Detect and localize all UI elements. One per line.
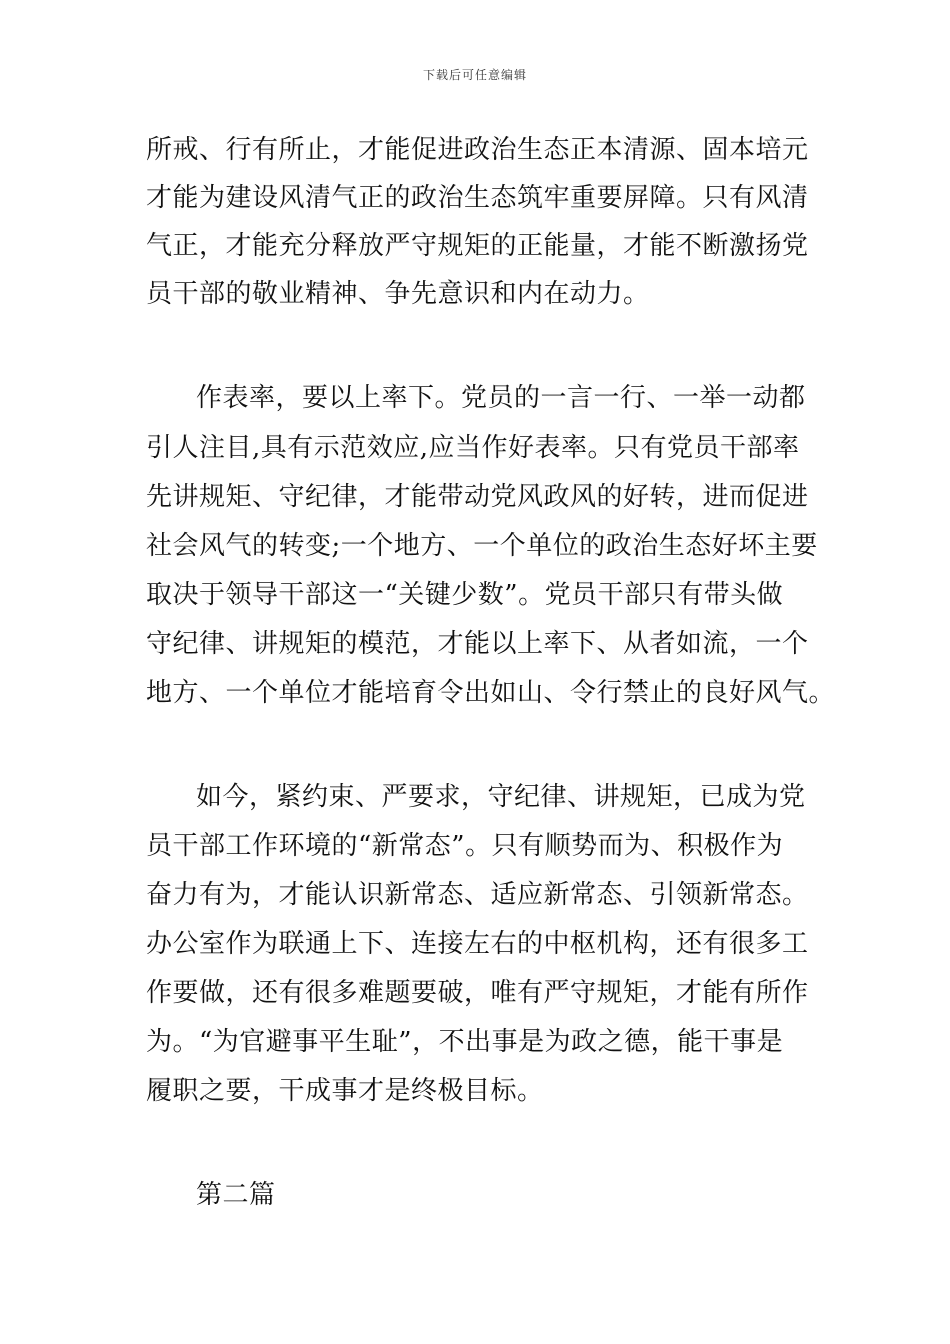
paragraph-3-line-2: 员干部工作环境的“新常态”。只有顺势而为、积极作为 (146, 831, 784, 861)
paragraph-1-line-1: 所戒、行有所止，才能促进政治生态正本清源、固本培元 (146, 135, 809, 165)
paragraph-2-line-4: 社会风气的转变;一个地方、一个单位的政治生态好坏主要 (146, 531, 818, 561)
paragraph-2-line-2: 引人注目,具有示范效应,应当作好表率。只有党员干部率 (146, 433, 800, 463)
paragraph-3-line-5: 作要做，还有很多难题要破，唯有严守规矩，才能有所作 (146, 978, 809, 1008)
paragraph-3-line-3: 奋力有为，才能认识新常态、适应新常态、引领新常态。 (146, 880, 809, 910)
paragraph-2-line-1: 作表率，要以上率下。党员的一言一行、一举一动都 (196, 383, 806, 413)
paragraph-1-line-4: 员干部的敬业精神、争先意识和内在动力。 (146, 279, 650, 309)
section-heading: 第二篇 (196, 1180, 276, 1210)
paragraph-3-line-4: 办公室作为联通上下、连接左右的中枢机构，还有很多工 (146, 929, 809, 959)
paragraph-2-line-5: 取决于领导干部这一“关键少数”。党员干部只有带头做 (146, 580, 784, 610)
paragraph-1-line-3: 气正，才能充分释放严守规矩的正能量，才能不断激扬党 (146, 231, 809, 261)
paragraph-2-line-7: 地方、一个单位才能培育令出如山、令行禁止的良好风气。 (146, 678, 836, 708)
paragraph-2-line-3: 先讲规矩、守纪律，才能带动党风政风的好转，进而促进 (146, 482, 809, 512)
paragraph-3-line-6: 为。“为官避事平生耻”，不出事是为政之德，能干事是 (146, 1027, 784, 1057)
paragraph-1-line-2: 才能为建设风清气正的政治生态筑牢重要屏障。只有风清 (146, 183, 809, 213)
paragraph-2-line-6: 守纪律、讲规矩的模范，才能以上率下、从者如流，一个 (146, 629, 809, 659)
paragraph-3-line-1: 如今，紧约束、严要求，守纪律、讲规矩，已成为党 (196, 782, 806, 812)
paragraph-3-line-7: 履职之要，干成事才是终极目标。 (146, 1076, 544, 1106)
page-header: 下载后可任意编辑 (422, 68, 527, 82)
